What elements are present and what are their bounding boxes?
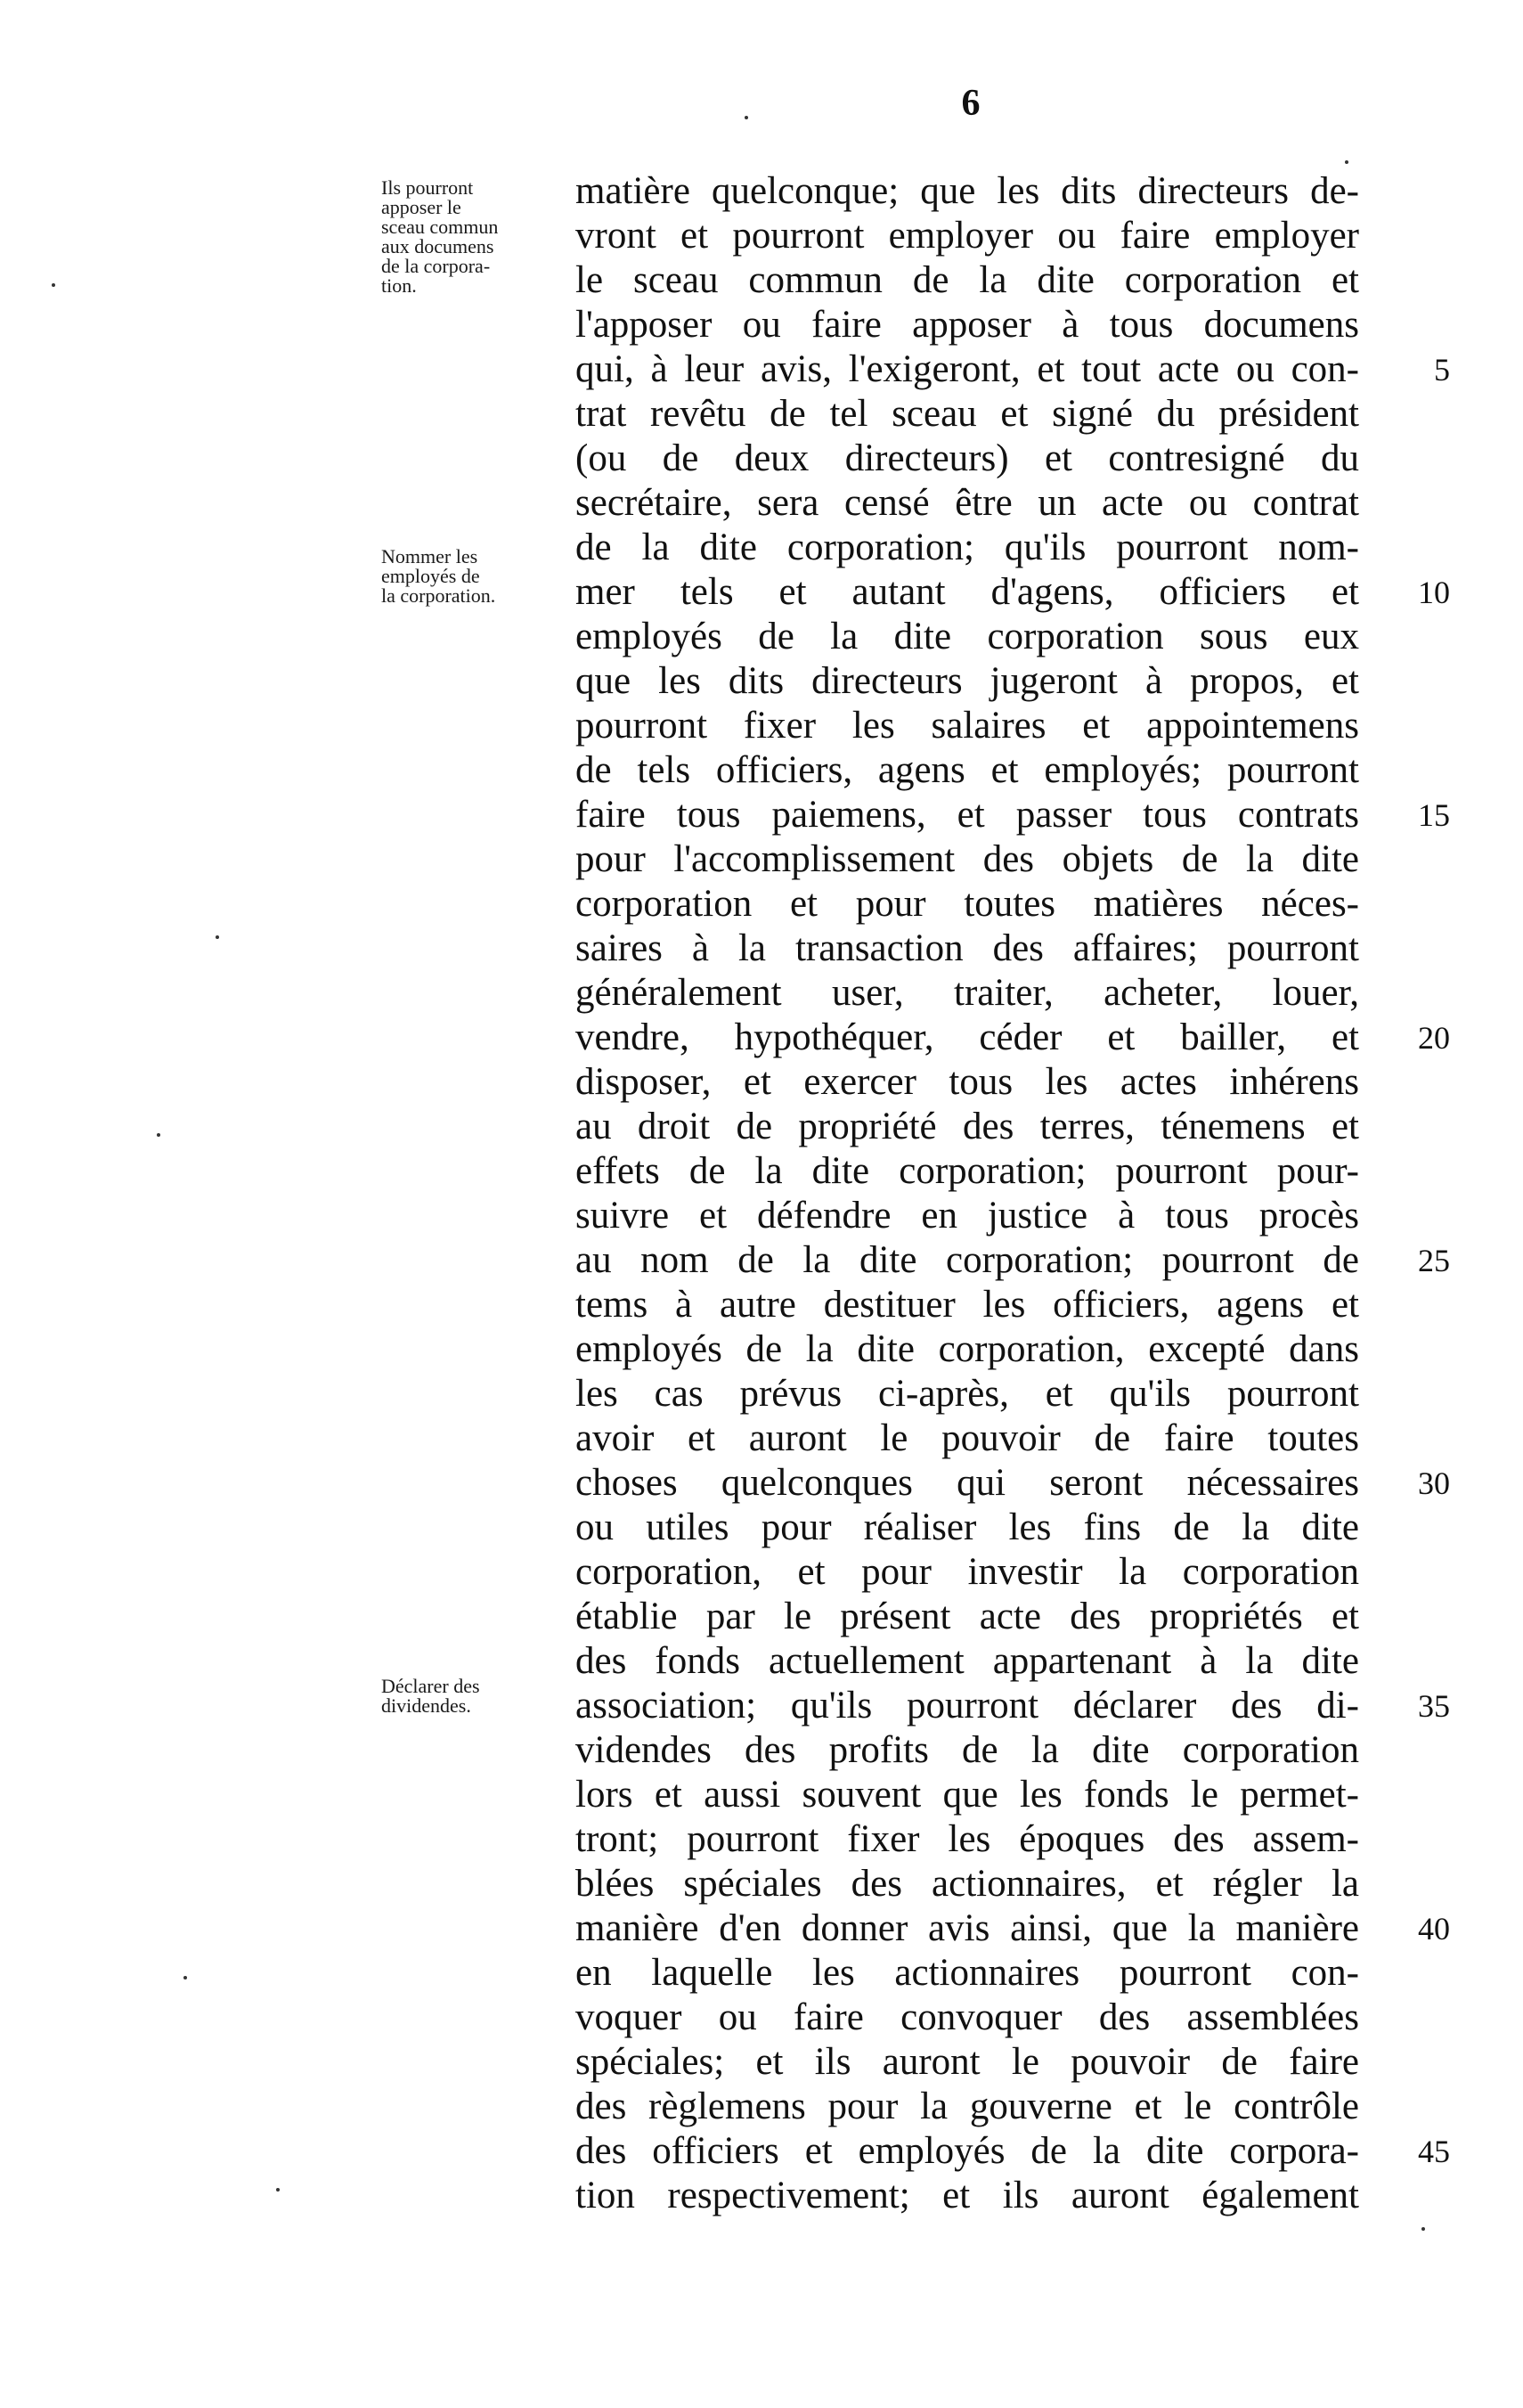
margin-note-line: Nommer les [381, 545, 478, 567]
text-line: faire tous paiemens, et passer tous contrats [575, 794, 1359, 836]
scan-speck [745, 116, 748, 119]
scan-speck [216, 935, 219, 939]
text-line: vront et pourront employer ou faire employer [575, 215, 1359, 257]
line-number: 45 [1418, 2134, 1450, 2169]
text-line: lors et aussi souvent que les fonds le permet- [575, 1774, 1359, 1816]
text-line: employés de la dite corporation, excepté dans [575, 1328, 1359, 1370]
text-line: spéciales; et ils auront le pouvoir de faire [575, 2041, 1359, 2083]
text-line: généralement user, traiter, acheter, louer, [575, 972, 1359, 1014]
text-line: ou utiles pour réaliser les fins de la dite [575, 1506, 1359, 1548]
scan-speck [52, 283, 55, 287]
line-number: 25 [1418, 1243, 1450, 1278]
margin-note-line: sceau commun [381, 216, 499, 238]
text-line: des officiers et employés de la dite corpora- [575, 2130, 1359, 2172]
text-line: vendre, hypothéquer, céder et bailler, et [575, 1016, 1359, 1058]
line-number: 15 [1418, 797, 1450, 833]
text-line: des règlemens pour la gouverne et le contrôle [575, 2086, 1359, 2127]
text-line: blées spéciales des actionnaires, et régler la [575, 1863, 1359, 1905]
scan-speck [276, 2188, 280, 2192]
margin-note-seal [381, 178, 570, 296]
text-line: disposer, et exercer tous les actes inhérens [575, 1061, 1359, 1103]
line-number: 10 [1418, 575, 1450, 610]
text-line: suivre et défendre en justice à tous procès [575, 1195, 1359, 1237]
text-line: établie par le présent acte des propriétés et [575, 1596, 1359, 1637]
text-line: de tels officiers, agens et employés; pourront [575, 749, 1359, 791]
text-line: au droit de propriété des terres, ténemens et [575, 1106, 1359, 1147]
text-line: matière quelconque; que les dits directeurs de- [575, 170, 1359, 212]
text-line: trat revêtu de tel sceau et signé du président [575, 393, 1359, 435]
text-line: secrétaire, sera censé être un acte ou contrat [575, 482, 1359, 524]
margin-note-line: Ils pourront [381, 176, 474, 199]
text-line: l'apposer ou faire apposer à tous documens [575, 304, 1359, 346]
margin-note-line: dividendes. [381, 1694, 471, 1717]
text-line: de la dite corporation; qu'ils pourront nom- [575, 526, 1359, 568]
margin-note-line: de la corpora- [381, 255, 491, 277]
text-line: corporation, et pour investir la corporation [575, 1551, 1359, 1593]
text-line: pourront fixer les salaires et appointemens [575, 705, 1359, 747]
margin-note-line: la corporation. [381, 584, 496, 607]
text-line: videndes des profits de la dite corporation [575, 1729, 1359, 1771]
text-line: saires à la transaction des affaires; pourront [575, 927, 1359, 969]
text-line: au nom de la dite corporation; pourront de [575, 1239, 1359, 1281]
margin-note-employees [381, 547, 570, 606]
text-line: (ou de deux directeurs) et contresigné du [575, 437, 1359, 479]
line-number: 20 [1418, 1020, 1450, 1056]
text-line: des fonds actuellement appartenant à la dite [575, 1640, 1359, 1682]
text-line: que les dits directeurs jugeront à propos, et [575, 660, 1359, 702]
text-line: voquer ou faire convoquer des assemblées [575, 1996, 1359, 2038]
margin-note-dividends [381, 1677, 570, 1716]
line-number: 40 [1418, 1911, 1450, 1947]
text-line: tront; pourront fixer les époques des assem- [575, 1818, 1359, 1860]
text-line: corporation et pour toutes matières néces- [575, 883, 1359, 925]
margin-note-line: tion. [381, 274, 417, 297]
margin-note-line: Déclarer des [381, 1675, 480, 1697]
scan-speck [1345, 160, 1348, 164]
text-line: mer tels et autant d'agens, officiers et [575, 571, 1359, 613]
text-line: tems à autre destituer les officiers, agens et [575, 1284, 1359, 1326]
line-number: 30 [1418, 1465, 1450, 1501]
text-line: les cas prévus ci-après, et qu'ils pourront [575, 1373, 1359, 1415]
text-line: pour l'accomplissement des objets de la dite [575, 838, 1359, 880]
text-line: en laquelle les actionnaires pourront con- [575, 1952, 1359, 1994]
margin-note-line: apposer le [381, 196, 461, 218]
text-line: effets de la dite corporation; pourront pour- [575, 1150, 1359, 1192]
text-line: le sceau commun de la dite corporation et [575, 259, 1359, 301]
scan-speck [183, 1976, 187, 1979]
text-line: manière d'en donner avis ainsi, que la manière [575, 1907, 1359, 1949]
scan-speck [157, 1133, 160, 1137]
margin-note-line: employés de [381, 565, 480, 587]
margin-note-line: aux documens [381, 235, 494, 257]
text-line: choses quelconques qui seront nécessaires [575, 1462, 1359, 1504]
line-number: 5 [1434, 352, 1450, 388]
text-line: avoir et auront le pouvoir de faire toutes [575, 1417, 1359, 1459]
body-text [575, 169, 1359, 2218]
scan-speck [1421, 2227, 1425, 2231]
text-line: tion respectivement; et ils auront également [575, 2175, 1359, 2216]
page-number: 6 [961, 83, 981, 124]
text-line: qui, à leur avis, l'exigeront, et tout acte ou con- [575, 348, 1359, 390]
text-line: employés de la dite corporation sous eux [575, 616, 1359, 657]
text-line: association; qu'ils pourront déclarer des di- [575, 1685, 1359, 1726]
line-number: 35 [1418, 1688, 1450, 1724]
